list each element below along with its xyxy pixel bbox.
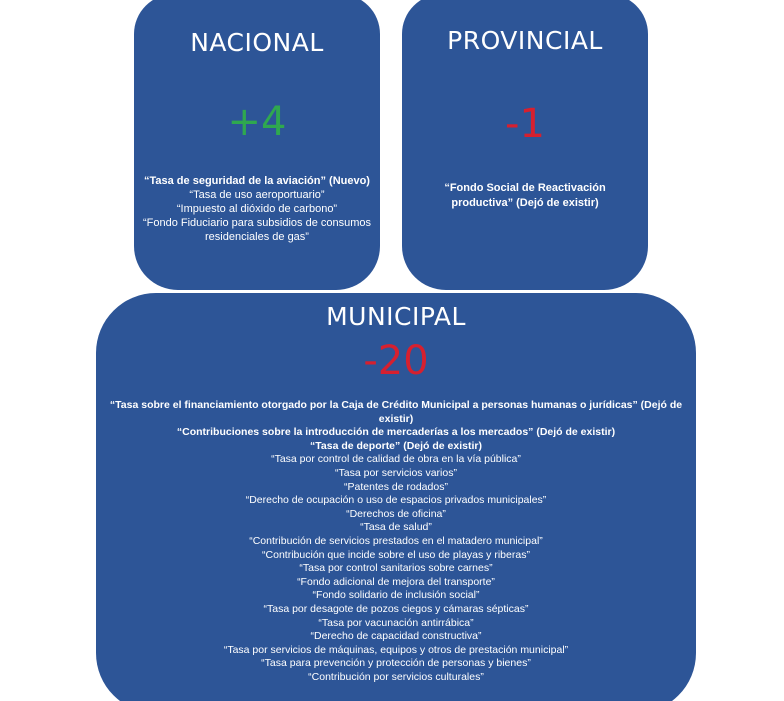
municipal-item: “Contribución que incide sobre el uso de playas y riberas” (262, 548, 530, 561)
municipal-item: “Tasa por desagote de pozos ciegos y cámaras sépticas” (263, 602, 529, 615)
provincial-item-list (424, 181, 626, 211)
municipal-item-list (100, 399, 692, 684)
nacional-count: +4 (227, 99, 287, 145)
provincial-title: PROVINCIAL (447, 26, 603, 55)
municipal-item: “Contribución por servicios culturales” (308, 670, 484, 683)
municipal-item: “Tasa por control sanitarios sobre carnes” (299, 562, 493, 575)
municipal-item: “Tasa por vacunación antirrábica” (318, 616, 474, 629)
provincial-box (402, 0, 648, 290)
municipal-item: “Tasa por servicios varios” (335, 466, 457, 479)
municipal-item: “Fondo solidario de inclusión social” (312, 589, 480, 602)
provincial-count: -1 (505, 101, 545, 147)
municipal-item: “Tasa para prevención y protección de personas y bienes” (261, 657, 531, 670)
municipal-title: MUNICIPAL (326, 302, 466, 331)
municipal-item: “Tasa de salud” (360, 521, 432, 534)
municipal-item: “Tasa de deporte” (Dejó de existir) (310, 439, 482, 452)
municipal-box (96, 293, 696, 701)
municipal-item: “Tasa por servicios de máquinas, equipos y otros de prestación municipal” (223, 643, 569, 656)
nacional-title: NACIONAL (190, 28, 324, 57)
nacional-box (134, 0, 380, 290)
nacional-item: “Tasa de uso aeroportuario” (189, 189, 325, 201)
municipal-item: “Patentes de rodados” (344, 480, 448, 493)
municipal-item: “Derecho de ocupación o uso de espacios privados municipales” (245, 494, 547, 507)
nacional-item: “Fondo Fiduciario para subsidios de consumos residenciales de gas” (142, 217, 372, 243)
municipal-item: “Derecho de capacidad constructiva” (310, 630, 482, 643)
municipal-item: “Derechos de oficina” (346, 507, 446, 520)
nacional-item-list (140, 174, 374, 244)
municipal-item: “Tasa sobre el financiamiento otorgado por la Caja de Crédito Municipal a personas humanas o jurídicas” (Dejó de existir) (109, 399, 683, 425)
provincial-item: “Fondo Social de Reactivación productiva” (Dejó de existir) (444, 182, 606, 209)
municipal-count: -20 (363, 338, 429, 384)
nacional-item: “Impuesto al dióxido de carbono” (176, 203, 338, 215)
municipal-item: “Contribuciones sobre la introducción de mercaderías a los mercados” (Dejó de existir) (176, 426, 616, 439)
municipal-item: “Fondo adicional de mejora del transporte” (297, 575, 495, 588)
municipal-item: “Contribución de servicios prestados en el matadero municipal” (249, 534, 543, 547)
nacional-item: “Tasa de seguridad de la aviación” (Nuevo) (144, 175, 370, 187)
municipal-item: “Tasa por control de calidad de obra en la vía pública” (271, 453, 521, 466)
